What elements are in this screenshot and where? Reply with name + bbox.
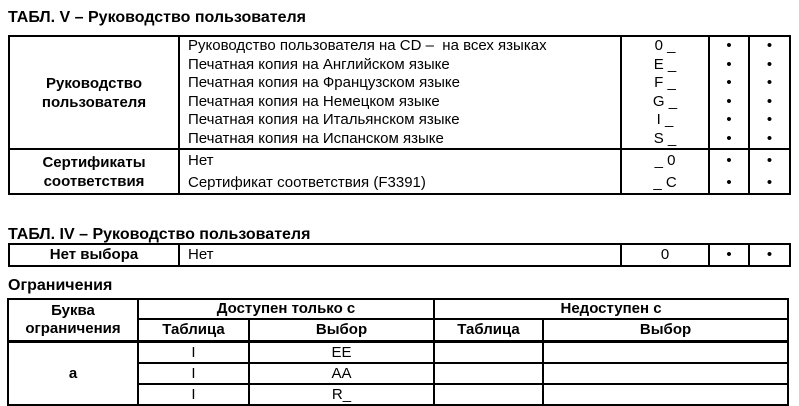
availability-dot-icon: •	[726, 129, 732, 147]
option-desc: Печатная копия на Английском языке	[188, 55, 450, 73]
unavailable-table-value	[434, 384, 543, 405]
restrictions-header-row-1	[8, 299, 788, 319]
cert-codes-cell	[621, 149, 709, 194]
unavailable-table-value	[434, 363, 543, 384]
available-choice-value: EE	[249, 342, 434, 364]
available-table-col-header: Таблица	[138, 319, 249, 342]
option-code: F _	[654, 74, 676, 91]
unavailable-choice-col-header: Выбор	[543, 319, 788, 342]
table-v-manual-section	[9, 36, 790, 149]
availability-dot-icon: •	[766, 111, 773, 128]
table-v-title: ТАБЛ. V – Руководство пользователя	[8, 9, 306, 26]
table-iv-title: ТАБЛ. IV – Руководство пользователя	[8, 226, 311, 243]
unavailable-choice-value	[543, 363, 788, 384]
availability-dot-icon: •	[766, 92, 773, 110]
option-desc: Печатная копия на Французском языке	[188, 74, 460, 91]
table-v	[8, 35, 791, 195]
option-desc: Печатная копия на Испанском языке	[188, 129, 444, 147]
option-code: _ C	[653, 173, 677, 191]
option-desc: Печатная копия на Немецком языке	[188, 92, 440, 110]
availability-column-2	[749, 36, 790, 149]
availability-dot-icon: •	[726, 152, 732, 169]
no-choice-label: Нет выбора	[9, 244, 179, 266]
unavailable-choice-value	[543, 342, 788, 364]
availability-column-1	[709, 36, 749, 149]
unavailable-with-header: Недоступен с	[434, 299, 788, 319]
availability-dot-icon: •	[749, 244, 790, 266]
availability-dot-icon: •	[709, 244, 749, 266]
restriction-row	[8, 342, 788, 364]
manual-codes-cell	[621, 36, 709, 149]
restrictions-table	[7, 298, 789, 406]
option-desc: Руководство пользователя на CD – на всех языках	[188, 37, 547, 54]
manual-section-label: Руководство пользователя	[9, 36, 179, 149]
availability-dot-icon: •	[726, 173, 732, 191]
availability-column-1	[709, 149, 749, 194]
cert-section-label: Сертификаты соответствия	[9, 149, 179, 194]
available-choice-value: AA	[249, 363, 434, 384]
available-only-with-header: Доступен только с	[138, 299, 434, 319]
restrictions-heading: Ограничения	[8, 277, 113, 294]
table-iv-row	[9, 244, 790, 266]
availability-dot-icon: •	[726, 74, 732, 91]
manual-options-cell	[179, 36, 621, 149]
option-code: S _	[653, 129, 677, 147]
option-desc: Сертификат соответствия (F3391)	[188, 173, 426, 191]
option-code: 0	[621, 244, 709, 266]
availability-dot-icon: •	[726, 92, 732, 110]
availability-dot-icon: •	[726, 55, 732, 73]
availability-dot-icon: •	[766, 37, 773, 54]
available-table-value: I	[138, 384, 249, 405]
table-iv	[8, 243, 791, 267]
available-table-value: I	[138, 342, 249, 364]
unavailable-table-value	[434, 342, 543, 364]
availability-dot-icon: •	[766, 173, 773, 191]
option-code: 0 _	[654, 37, 676, 54]
availability-dot-icon: •	[766, 74, 773, 91]
option-desc: Печатная копия на Итальянском языке	[188, 111, 460, 128]
option-code: _ 0	[654, 152, 676, 169]
cert-options-cell	[179, 149, 621, 194]
available-choice-value: R_	[249, 384, 434, 405]
availability-dot-icon: •	[726, 111, 732, 128]
restriction-letter-header: Буква ограничения	[8, 299, 138, 342]
table-v-cert-section	[9, 149, 790, 194]
option-code: E _	[653, 55, 677, 73]
unavailable-table-col-header: Таблица	[434, 319, 543, 342]
unavailable-choice-value	[543, 384, 788, 405]
availability-dot-icon: •	[766, 129, 773, 147]
availability-column-2	[749, 149, 790, 194]
availability-dot-icon: •	[766, 152, 773, 169]
option-code: G _	[652, 92, 678, 110]
option-desc: Нет	[188, 152, 214, 169]
availability-dot-icon: •	[766, 55, 773, 73]
option-code: I _	[656, 111, 674, 128]
option-desc: Нет	[179, 244, 621, 266]
restriction-letter: a	[8, 342, 138, 406]
available-table-value: I	[138, 363, 249, 384]
availability-dot-icon: •	[726, 37, 732, 54]
available-choice-col-header: Выбор	[249, 319, 434, 342]
